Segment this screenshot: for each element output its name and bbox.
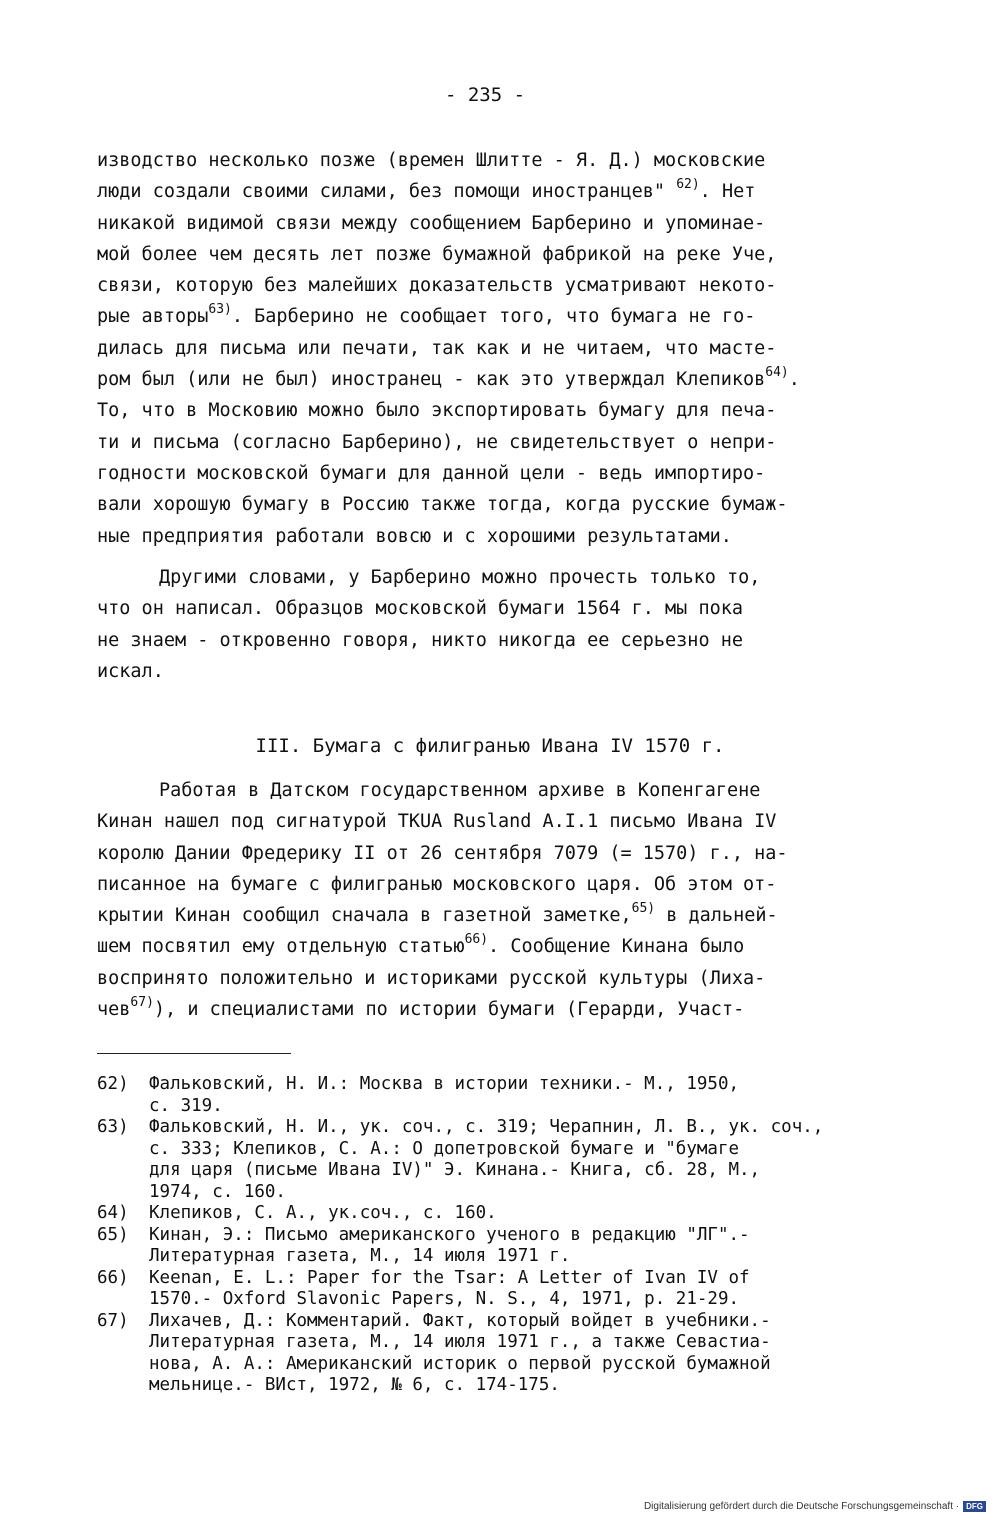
footnote-line: Фальковский, Н. И., ук. соч., с. 319; Черапнин, Л. В., ук. соч., [149, 1117, 824, 1137]
page-number: - 235 - [444, 84, 526, 106]
text-line: связи, которую без малейших доказательств усматривают некото- [97, 275, 777, 297]
footer-text: Digitalisierung gefördert durch die Deutsche Forschungsgemeinschaft · [643, 1501, 960, 1512]
text-line: Работая в Датском государственном архиве в Копенгагене [159, 780, 761, 801]
footnote-ref-62[interactable]: 62) [676, 177, 700, 193]
footnote-line: для царя (письме Ивана IV)" Э. Кинана.- Книга, сб. 28, М., [149, 1160, 761, 1180]
text-line: воспринято положительно и историками русской культуры (Лиха- [97, 967, 766, 989]
footnote-ref-66[interactable]: 66) [464, 932, 489, 948]
footnotes [97, 1074, 917, 1397]
text-line: ром был (или не был) иностранец - как это утверждал Клепиков$^{64)}$. [97, 365, 800, 391]
text-line: крытии Кинан сообщил сначала в газетной заметке,$^{65)}$ в дальней- [97, 901, 778, 927]
text-line: не знаем - откровенно говоря, никто никогда ее серьезно не [97, 629, 744, 651]
paragraph-3 [97, 775, 897, 1025]
paragraph-2 [97, 562, 897, 687]
text-line: годности московской бумаги для данной цели - ведь импортиро- [97, 462, 766, 484]
footnote-number: 65) [97, 1224, 129, 1245]
footnote-line: Keenan, E. L.: Paper for the Tsar: A Letter of Ivan IV of [149, 1267, 750, 1288]
text-line: дилась для письма или печати, так как и не читаем, что масте- [97, 337, 777, 359]
footnote-63 [97, 1117, 917, 1203]
footnote-line: мельнице.- ВИст, 1972, № 6, с. 174-175. [149, 1375, 560, 1395]
text-line: никакой видимой связи между сообщением Барберино и упоминае- [97, 212, 766, 234]
text-line: люди создали своими силами, без помощи иностранцев" $^{62)}$. Нет [97, 177, 756, 203]
footnote-number: 64) [97, 1203, 129, 1223]
section-heading: III. Бумага с филигранью Ивана IV 1570 г. [255, 735, 725, 757]
footnote-number: 62) [97, 1074, 129, 1094]
footnote-line: 1974, с. 160. [149, 1181, 286, 1202]
text-line: искал. [97, 660, 164, 682]
dfg-logo-icon: DFG [963, 1501, 986, 1512]
text-line: рые авторы$^{63)}$. Барберино не сообщает того, что бумага не го- [97, 302, 756, 328]
footnote-66 [97, 1268, 917, 1311]
text-line: Другими словами, у Барберино можно прочесть только то, [159, 567, 761, 588]
footnote-number: 67) [97, 1310, 129, 1331]
text-line: То, что в Московию можно было экспортировать бумагу для печа- [97, 400, 777, 422]
text-line: изводство несколько позже (времен Шлитте - Я. Д.) московские [97, 150, 766, 171]
text-line: мой более чем десять лет позже бумажной фабрикой на реке Уче, [97, 243, 777, 265]
footnote-ref-64[interactable]: 64) [765, 365, 789, 381]
footnote-67 [97, 1311, 917, 1397]
footnote-number: 63) [97, 1117, 129, 1137]
footnote-64 [97, 1203, 917, 1225]
text-line: ти и письма (согласно Барберино), не свидетельствует о непри- [97, 431, 777, 453]
footnote-divider [97, 1053, 291, 1054]
footnote-line: Лихачев, Д.: Комментарий. Факт, который войдет в учебники.- [149, 1310, 771, 1331]
footnote-line: 1570.- Oxford Slavonic Papers, N. S., 4, 1971, p. 21-29. [149, 1289, 740, 1309]
footnote-62 [97, 1074, 917, 1117]
footnote-line: нова, А. А.: Американский историк о первой русской бумажной [149, 1353, 771, 1374]
text-line: Кинан нашел под сигнатурой TKUA Rusland A.I.1 письмо Ивана IV [97, 811, 777, 833]
text-line: что он написал. Образцов московской бумаги 1564 г. мы пока [97, 598, 744, 620]
footnote-ref-65[interactable]: 65) [631, 901, 656, 917]
text-line: ные предприятия работали вовсю и с хорошими результатами. [97, 525, 732, 547]
footnote-number: 66) [97, 1267, 129, 1288]
footnote-65 [97, 1225, 917, 1268]
footnote-line: Литературная газета, М., 14 июля 1971 г., а также Севастиа- [149, 1332, 771, 1352]
text-line: шем посвятил ему отдельную статью$^{66)}$. Сообщение Кинана было [97, 932, 745, 958]
footnote-line: Фальковский, Н. И.: Москва в истории техники.- М., 1950, [149, 1074, 740, 1094]
digitization-footer [644, 1501, 986, 1512]
footnote-line: с. 333; Клепиков, С. А.: О допетровской бумаге и "бумаге [149, 1138, 740, 1159]
paragraph-1 [97, 145, 897, 552]
text-line: королю Дании Фредерику II от 26 сентября 7079 (= 1570) г., на- [97, 842, 788, 864]
text-line: вали хорошую бумагу в Россию также тогда, когда русские бумаж- [97, 494, 788, 516]
text-line: чев$^{67)}$), и специалистами по истории бумаги (Герарди, Участ- [97, 995, 745, 1021]
footnote-line: Литературная газета, М., 14 июля 1971 г. [149, 1246, 571, 1266]
footnote-line: с. 319. [149, 1095, 223, 1116]
footnote-ref-63[interactable]: 63) [208, 302, 232, 318]
text-line: писанное на бумаге с филигранью московского царя. Об этом от- [97, 873, 777, 895]
footnote-line: Кинан, Э.: Письмо американского ученого в редакцию "ЛГ".- [149, 1224, 750, 1245]
footnote-line: Клепиков, С. А., ук.соч., с. 160. [149, 1203, 497, 1223]
footnote-ref-67[interactable]: 67) [130, 995, 154, 1011]
